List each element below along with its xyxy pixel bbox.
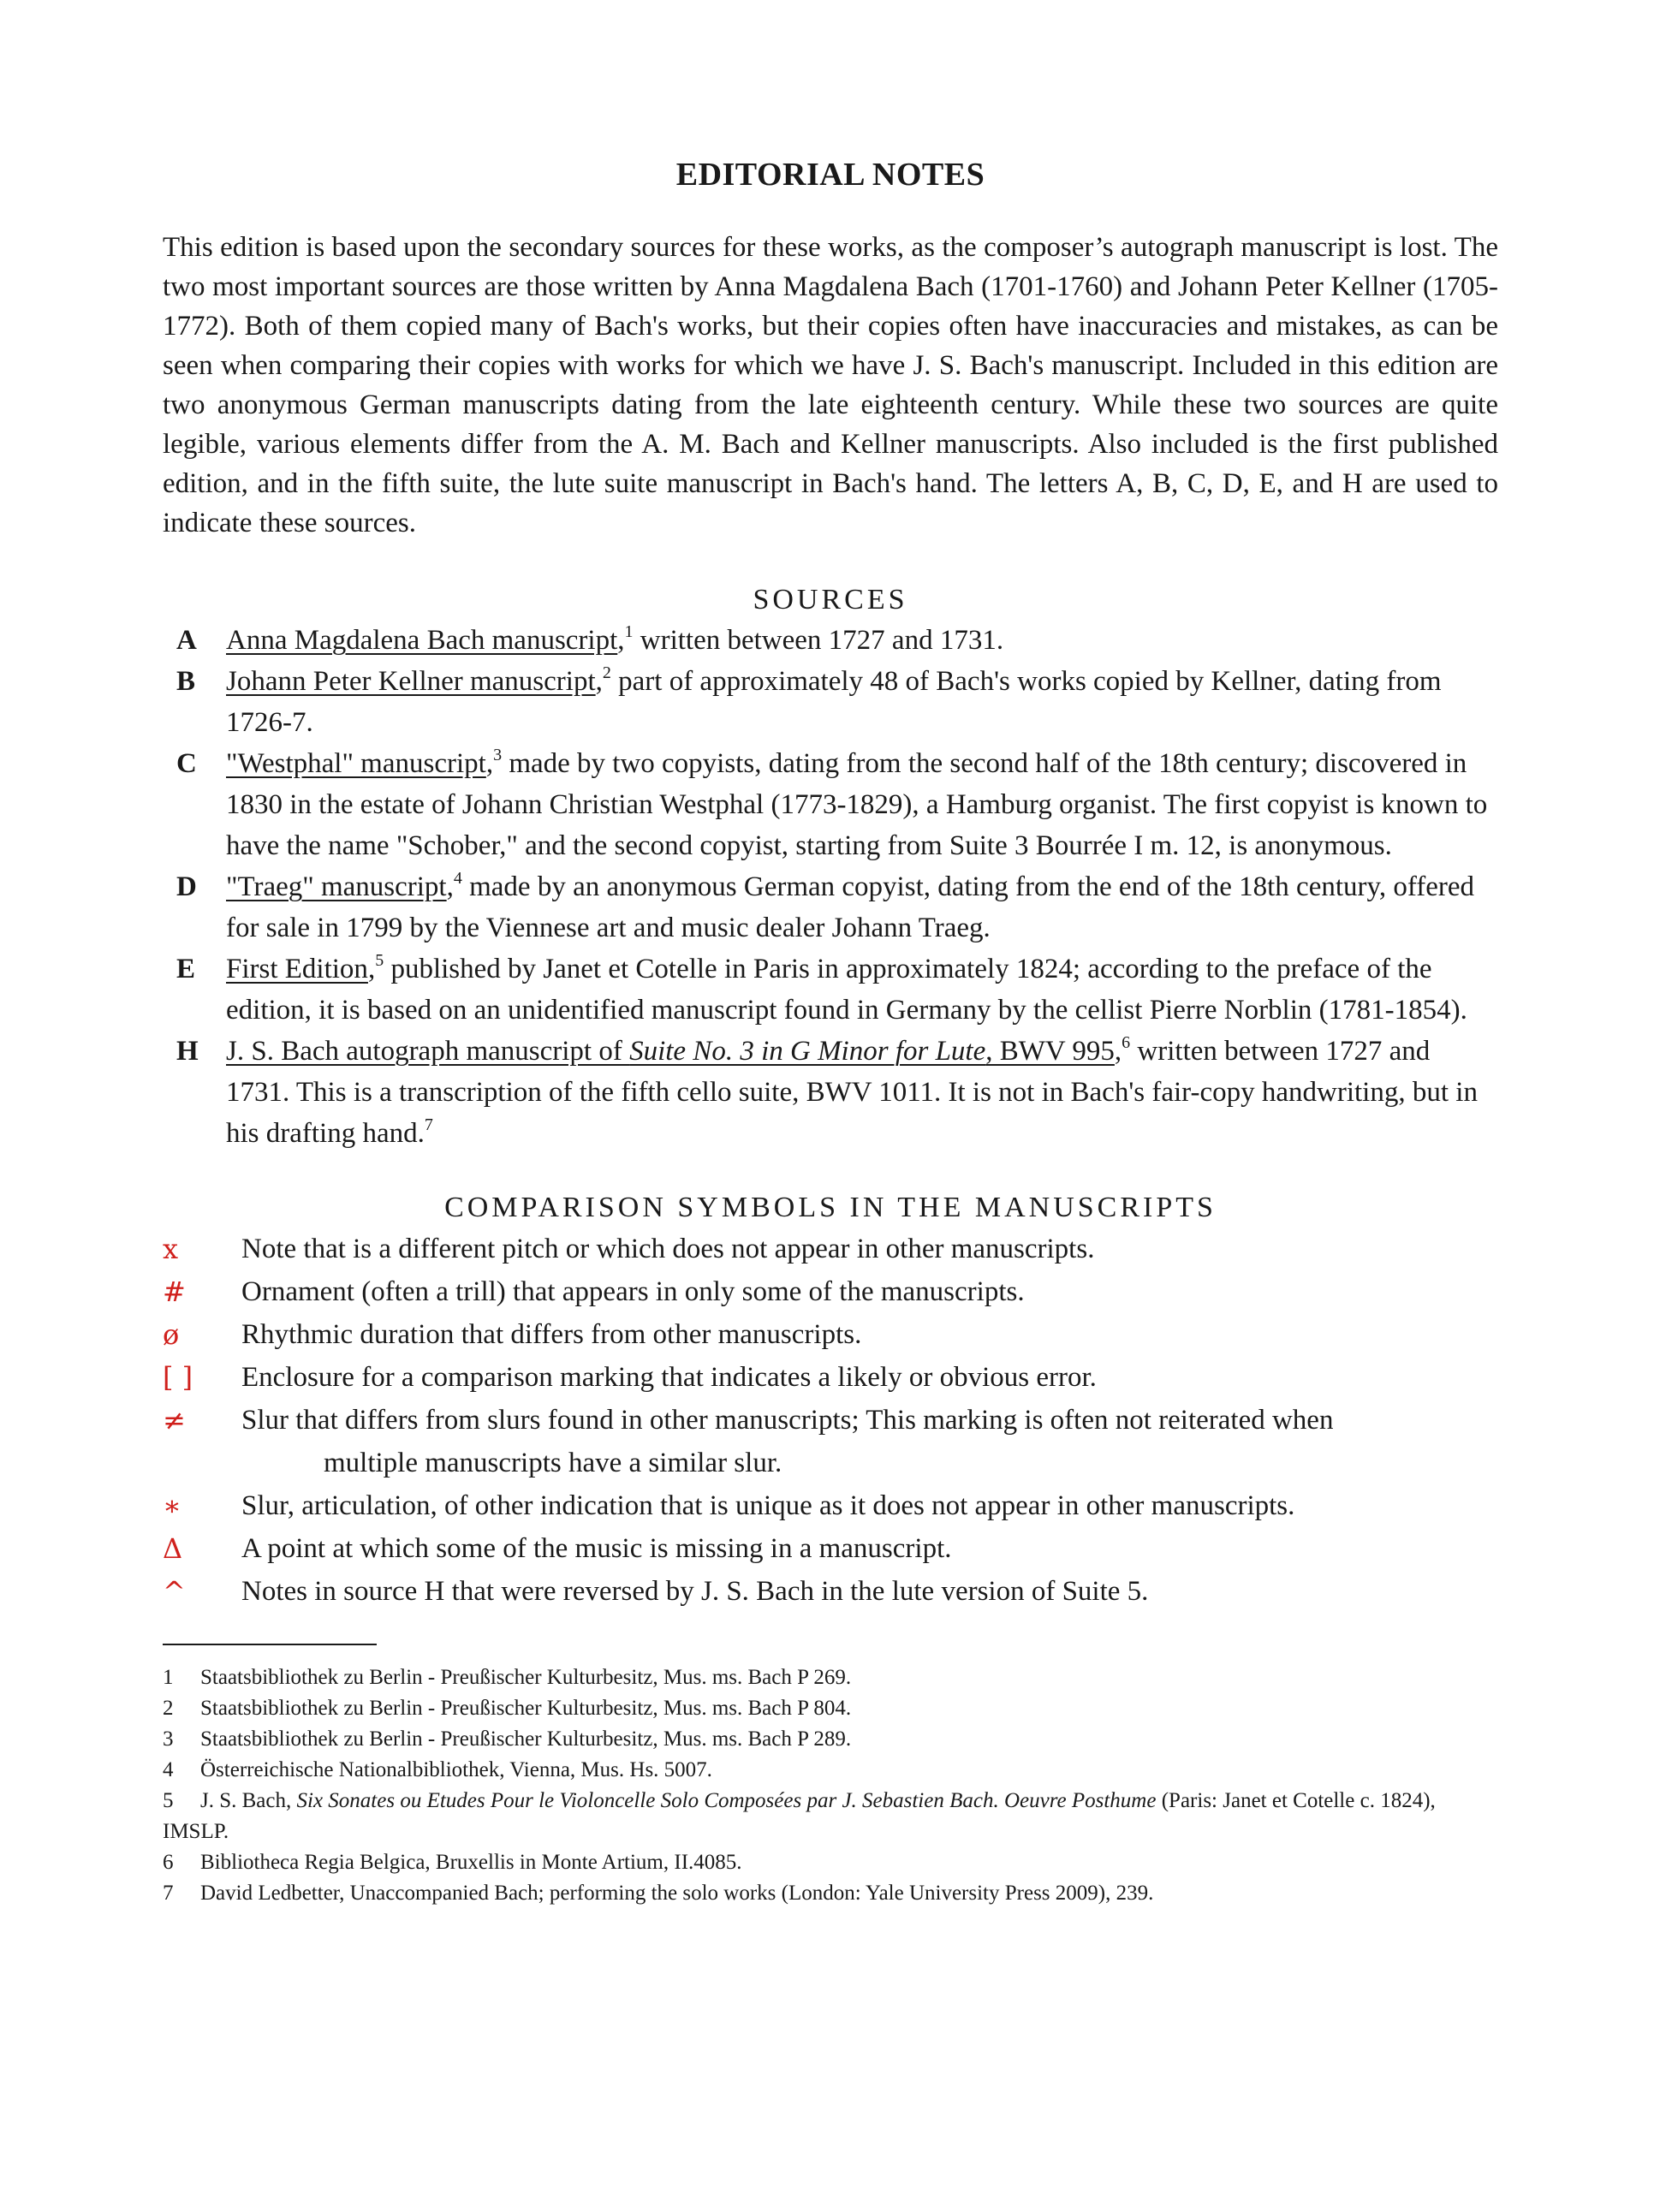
symbol-item xyxy=(163,1228,1498,1270)
symbol-mark: x xyxy=(163,1233,179,1265)
intro-paragraph: This edition is based upon the secondary sources for these works, as the composer’s autograph manuscript is lost. The two most important sources are those written by Anna Magdalena Bach (1701-1760) and Johann Peter Kellner (1705-1772). Both of them copied many of Bach's works, but their copies often have inaccuracies and mistakes, as can be seen when comparing their copies with works for which we have J. S. Bach's manuscript. Included in this edition are two anonymous German manuscripts dating from the late eighteenth century. While these two sources are quite legible, various elements differ from the A. M. Bach and Kellner manuscripts. Also included is the first published edition, and in the fifth suite, the lute suite manuscript in Bach's hand. The letters A, B, C, D, E, and H are used to indicate these sources. xyxy=(163,232,1498,538)
footnote xyxy=(163,1662,1498,1693)
symbol-item xyxy=(163,1570,1498,1613)
footnote-number: 2 xyxy=(163,1697,174,1720)
footnote xyxy=(163,1755,1498,1786)
source-letter: A xyxy=(176,625,197,656)
symbol-mark: # xyxy=(163,1275,186,1308)
footnote-ref: 3 xyxy=(493,746,503,764)
footnote xyxy=(163,1878,1498,1909)
footnote-ref: 1 xyxy=(624,622,634,641)
source-name: First Edition xyxy=(226,954,368,984)
symbol-mark: [ ] xyxy=(163,1361,193,1394)
footnote-ref: 5 xyxy=(375,951,384,970)
source-description: published by Janet et Cotelle in Paris in approximately 1824; according to the preface of the edition, it is based on an unidentified manuscript found in Germany by the cellist Pierre Norblin (1781-1854). xyxy=(226,954,1467,1026)
source-letter: D xyxy=(176,871,197,902)
source-item-h: H J. S. Bach autograph manuscript of Suite No. 3 in G Minor for Lute, BWV 995,$^6$ written between 1727 and 1731. This is a transcription of the fifth cello suite, BWV 1011. It is not in Bach's fair-copy handwriting, but in his drafting hand.$^7$ xyxy=(163,1031,1498,1154)
symbol-description: Ornament (often a trill) that appears in only some of the manuscripts. xyxy=(241,1276,1025,1307)
footnote xyxy=(163,1847,1498,1878)
symbol-mark: ^ xyxy=(163,1575,186,1608)
footnote-number: 4 xyxy=(163,1758,174,1781)
footnote-divider xyxy=(163,1644,377,1645)
source-name: "Westphal" manuscript xyxy=(226,748,486,779)
symbols-list xyxy=(163,1228,1498,1613)
source-item-e: E First Edition,$^5$ published by Janet et Cotelle in Paris in approximately 1824; according to the preface of the edition, it is based on an unidentified manuscript found in Germany by the cellist Pierre Norblin (1781-1854). xyxy=(163,948,1498,1031)
symbol-item xyxy=(163,1399,1498,1484)
symbol-item xyxy=(163,1313,1498,1356)
footnote-ref: 2 xyxy=(602,663,611,682)
sources-list xyxy=(163,620,1498,1154)
symbol-description: Notes in source H that were reversed by J. S. Bach in the lute version of Suite 5. xyxy=(241,1576,1149,1607)
symbol-item xyxy=(163,1527,1498,1570)
symbol-item xyxy=(163,1484,1498,1527)
symbol-description: Slur, articulation, of other indication that is unique as it does not appear in other manuscripts. xyxy=(241,1490,1295,1521)
footnote-text: Bibliotheca Regia Belgica, Bruxellis in Monte Artium, II.4085. xyxy=(200,1851,742,1874)
footnote-text: Staatsbibliothek zu Berlin - Preußischer Kulturbesitz, Mus. ms. Bach P 804. xyxy=(200,1697,852,1720)
symbol-mark: ≠ xyxy=(163,1404,186,1436)
source-description: written between 1727 and 1731. xyxy=(633,625,1004,656)
footnote-text: Staatsbibliothek zu Berlin - Preußischer Kulturbesitz, Mus. ms. Bach P 269. xyxy=(200,1666,852,1689)
source-name: J. S. Bach autograph manuscript of Suite No. 3 in G Minor for Lute, BWV 995 xyxy=(226,1036,1115,1067)
symbol-mark: Δ xyxy=(163,1532,183,1565)
footnote-ref: 4 xyxy=(453,869,462,888)
footnote-number: 1 xyxy=(163,1666,174,1689)
symbol-description-continued: multiple manuscripts have a similar slur. xyxy=(324,1448,782,1478)
footnote-number: 7 xyxy=(163,1882,174,1905)
symbol-description: Rhythmic duration that differs from other manuscripts. xyxy=(241,1319,862,1350)
source-description: made by two copyists, dating from the second half of the 18th century; discovered in 1830 in the estate of Johann Christian Westphal (1773-1829), a Hamburg organist. The first copyist is known to have the name "Schober," and the second copyist, starting from Suite 3 Bourrée I m. 12, is anonymous. xyxy=(226,748,1488,861)
footnote xyxy=(163,1724,1498,1755)
footnotes xyxy=(163,1662,1498,1909)
source-item-b: B Johann Peter Kellner manuscript,$^2$ part of approximately 48 of Bach's works copied by Kellner, dating from 1726-7. xyxy=(163,661,1498,743)
footnote xyxy=(163,1786,1498,1847)
source-letter: B xyxy=(176,666,196,697)
footnote-text: Österreichische Nationalbibliothek, Vienna, Mus. Hs. 5007. xyxy=(200,1758,712,1781)
source-item-a: A Anna Magdalena Bach manuscript,$^1$ written between 1727 and 1731. xyxy=(163,620,1498,661)
work-title: Six Sonates ou Etudes Pour le Violoncelle Solo Composées par J. Sebastien Bach. Oeuvre Posthume xyxy=(296,1789,1157,1812)
source-name: "Traeg" manuscript xyxy=(226,871,447,902)
symbol-mark: ø xyxy=(163,1318,180,1351)
footnote-text: Staatsbibliothek zu Berlin - Preußischer Kulturbesitz, Mus. ms. Bach P 289. xyxy=(200,1727,852,1751)
symbol-mark: ∗ xyxy=(163,1490,181,1522)
footnote-number: 3 xyxy=(163,1727,174,1751)
source-description: written between 1727 and 1731. This is a transcription of the fifth cello suite, BWV 1011. It is not in Bach's fair-copy handwriting, but in his drafting hand. xyxy=(226,1036,1478,1149)
work-title: Suite No. 3 in G Minor for Lute xyxy=(629,1036,986,1067)
source-name: Anna Magdalena Bach manuscript xyxy=(226,625,618,656)
footnote-number: 6 xyxy=(163,1851,174,1874)
footnote xyxy=(163,1693,1498,1724)
source-item-c: C "Westphal" manuscript,$^3$ made by two copyists, dating from the second half of the 18th century; discovered in 1830 in the estate of Johann Christian Westphal (1773-1829), a Hamburg organist. The first copyist is known to have the name "Schober," and the second copyist, starting from Suite 3 Bourrée I m. 12, is anonymous. xyxy=(163,743,1498,866)
page-title: EDITORIAL NOTES xyxy=(675,157,985,193)
symbol-item xyxy=(163,1270,1498,1313)
source-letter: E xyxy=(176,954,196,984)
footnote-text: J. S. Bach, Six Sonates ou Etudes Pour le Violoncelle Solo Composées par J. Sebastien Bach. Oeuvre Posthume (Paris: Janet et Cotelle c. 1824), IMSLP. xyxy=(163,1789,1436,1843)
symbol-item xyxy=(163,1356,1498,1399)
footnote-ref: 7 xyxy=(424,1115,433,1134)
source-letter: C xyxy=(176,748,197,779)
symbols-heading: COMPARISON SYMBOLS IN THE MANUSCRIPTS xyxy=(444,1192,1217,1223)
source-item-d: D "Traeg" manuscript,$^4$ made by an anonymous German copyist, dating from the end of the 18th century, offered for sale in 1799 by the Viennese art and music dealer Johann Traeg. xyxy=(163,866,1498,948)
symbol-description: Enclosure for a comparison marking that indicates a likely or obvious error. xyxy=(241,1362,1097,1393)
source-description: made by an anonymous German copyist, dating from the end of the 18th century, offered for sale in 1799 by the Viennese art and music dealer Johann Traeg. xyxy=(226,871,1475,943)
source-name: Johann Peter Kellner manuscript xyxy=(226,666,596,697)
footnote-number: 5 xyxy=(163,1789,174,1812)
footnote-text: David Ledbetter, Unaccompanied Bach; performing the solo works (London: Yale University Press 2009), 239. xyxy=(200,1882,1154,1905)
source-letter: H xyxy=(176,1036,199,1067)
editorial-notes-page xyxy=(163,146,1498,1909)
symbol-description: Slur that differs from slurs found in other manuscripts; This marking is often not reiterated when xyxy=(241,1405,1334,1436)
source-description: part of approximately 48 of Bach's works copied by Kellner, dating from 1726-7. xyxy=(226,666,1442,738)
symbol-description: A point at which some of the music is missing in a manuscript. xyxy=(241,1533,952,1564)
symbol-description: Note that is a different pitch or which does not appear in other manuscripts. xyxy=(241,1234,1095,1264)
sources-heading: SOURCES xyxy=(753,584,908,615)
footnote-ref: 6 xyxy=(1122,1033,1131,1052)
